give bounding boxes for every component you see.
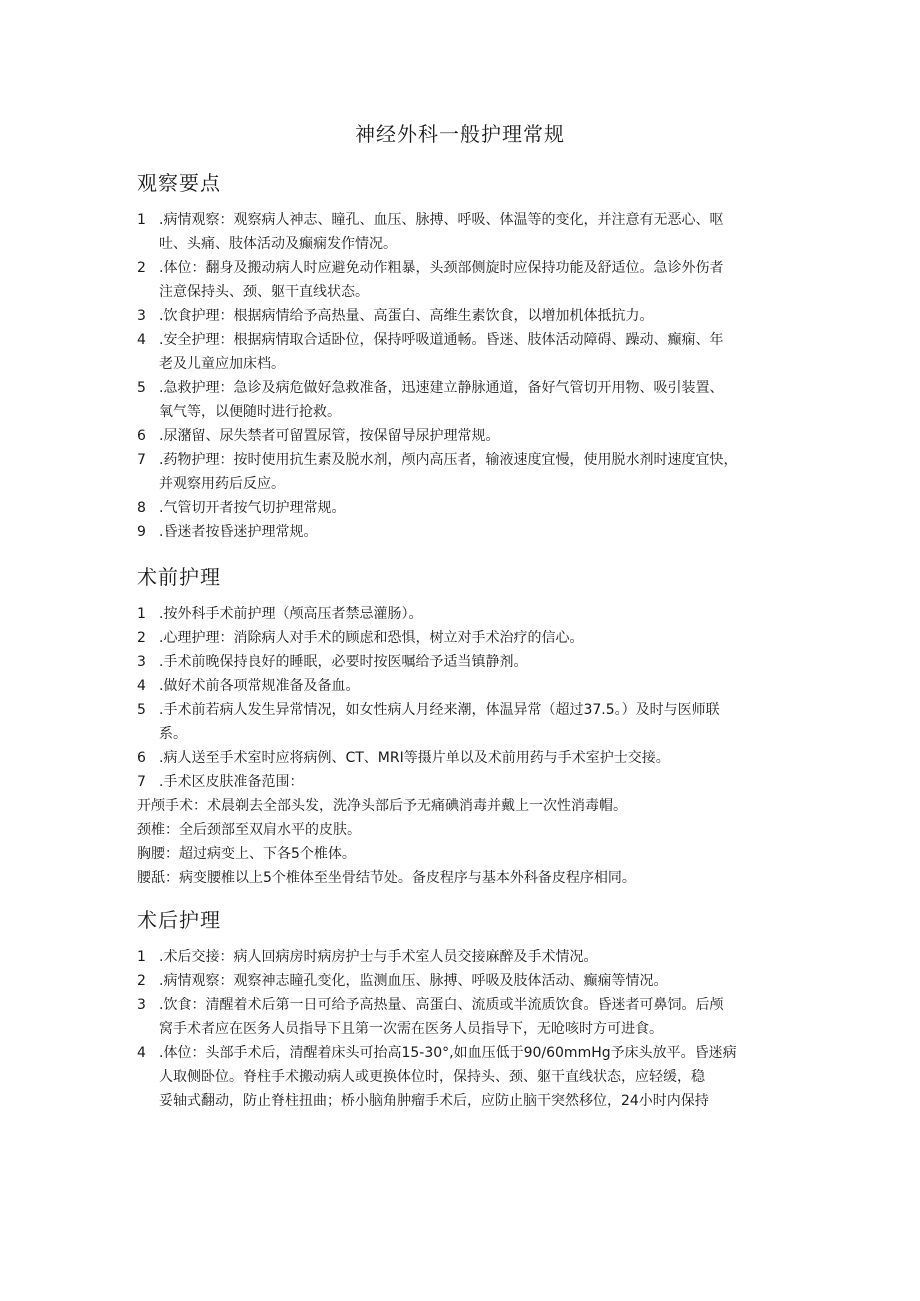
- list-item: 1 .按外科手术前护理（颅高压者禁忌灌肠）。: [137, 606, 423, 622]
- list-item: 5 .手术前若病人发生异常情况，如女性病人月经来潮，体温异常（超过37.5。）及时与医师联 系。: [137, 702, 720, 742]
- list-item: 2 .心理护理：消除病人对手术的顾虑和恐惧，树立对手术治疗的信心。: [137, 630, 584, 646]
- list-item: 9 .昏迷者按昏迷护理常规。: [137, 524, 318, 540]
- list-item: 6 .尿潴留、尿失禁者可留置尿管，按保留导尿护理常规。: [137, 428, 500, 444]
- paragraph: 开颅手术：术晨剃去全部头发，洗净头部后予无痛碘消毒并戴上一次性消毒帽。: [137, 798, 627, 814]
- section-heading: 观察要点: [137, 171, 221, 195]
- section-postoperative: [137, 903, 817, 1113]
- list-item: 4 .做好术前各项常规准备及备血。: [137, 678, 360, 694]
- document-title: 神经外科一般护理常规: [355, 122, 565, 146]
- list-item: 7 .药物护理：按时使用抗生素及脱水剂，颅内高压者，输液速度宜慢，使用脱水剂时速度宜快， 并观察用药后反应。: [137, 452, 738, 492]
- paragraph: 腰舐：病变腰椎以上5个椎体至坐骨结节处。备皮程序与基本外科备皮程序相同。: [137, 870, 636, 886]
- list-item: 3 .饮食护理：根据病情给予高热量、高蛋白、高维生素饮食，以增加机体抵抗力。: [137, 308, 654, 324]
- list-item: 6 .病人送至手术室时应将病例、CT、MRI等摄片单以及术前用药与手术室护士交接。: [137, 750, 670, 766]
- section-heading: 术后护理: [137, 908, 221, 932]
- paragraph: 胸腰：超过病变上、下各5个椎体。: [137, 846, 356, 862]
- section-observation: [137, 166, 817, 544]
- list-item: 2 .体位：翻身及搬动病人时应避免动作粗暴，头颈部侧旋时应保持功能及舒适位。急诊外伤者 注意保持头、颈、躯干直线状态。: [137, 260, 724, 300]
- paragraph: 颈椎：全后颈部至双肩水平的皮肤。: [137, 822, 361, 838]
- section-heading: 术前护理: [137, 565, 221, 589]
- list-item: 5 .急救护理：急诊及病危做好急救准备，迅速建立静脉通道，备好气管切开用物、吸引装置、 氧气等，以便随时进行抢救。: [137, 380, 724, 420]
- list-item: 1 .病情观察：观察病人神志、瞳孔、血压、脉搏、呼吸、体温等的变化，并注意有无恶心、呕 吐、头痛、肢体活动及癫痫发作情况。: [137, 212, 724, 252]
- list-item: 1 .术后交接：病人回病房时病房护士与手术室人员交接麻醉及手术情况。: [137, 949, 598, 965]
- list-item: 7 .手术区皮肤准备范围：: [137, 774, 304, 790]
- list-item: 2 .病情观察：观察神志瞳孔变化，监测血压、脉搏、呼吸及肢体活动、癫痫等情况。: [137, 973, 668, 989]
- section-preoperative: [137, 560, 817, 890]
- list-item: 4 .安全护理：根据病情取合适卧位，保持呼吸道通畅。昏迷、肢体活动障碍、躁动、癫痫、年 老及儿童应加床档。: [137, 332, 724, 372]
- list-item: 8 .气管切开者按气切护理常规。: [137, 500, 346, 516]
- list-item: 3 .饮食：清醒着术后第一日可给予高热量、高蛋白、流质或半流质饮食。昏迷者可鼻饲。后颅 窝手术者应在医务人员指导下且第一次需在医务人员指导下，无呛咳时方可进食。: [137, 997, 724, 1037]
- list-item: 4 .体位：头部手术后，清醒着床头可抬高15-30°,如血压低于90∕60mmHg予床头放平。昏迷病 人取侧卧位。脊柱手术搬动病人或更换体位时，保持头、颈、躯干直线状态，应轻缓，稳 妥轴式翻动，防止脊柱扭曲；桥小脑角肿瘤手术后，应防止脑干突然移位，24小时内保持: [137, 1045, 737, 1109]
- list-item: 3 .手术前晚保持良好的睡眠，必要时按医嘱给予适当镇静剂。: [137, 654, 528, 670]
